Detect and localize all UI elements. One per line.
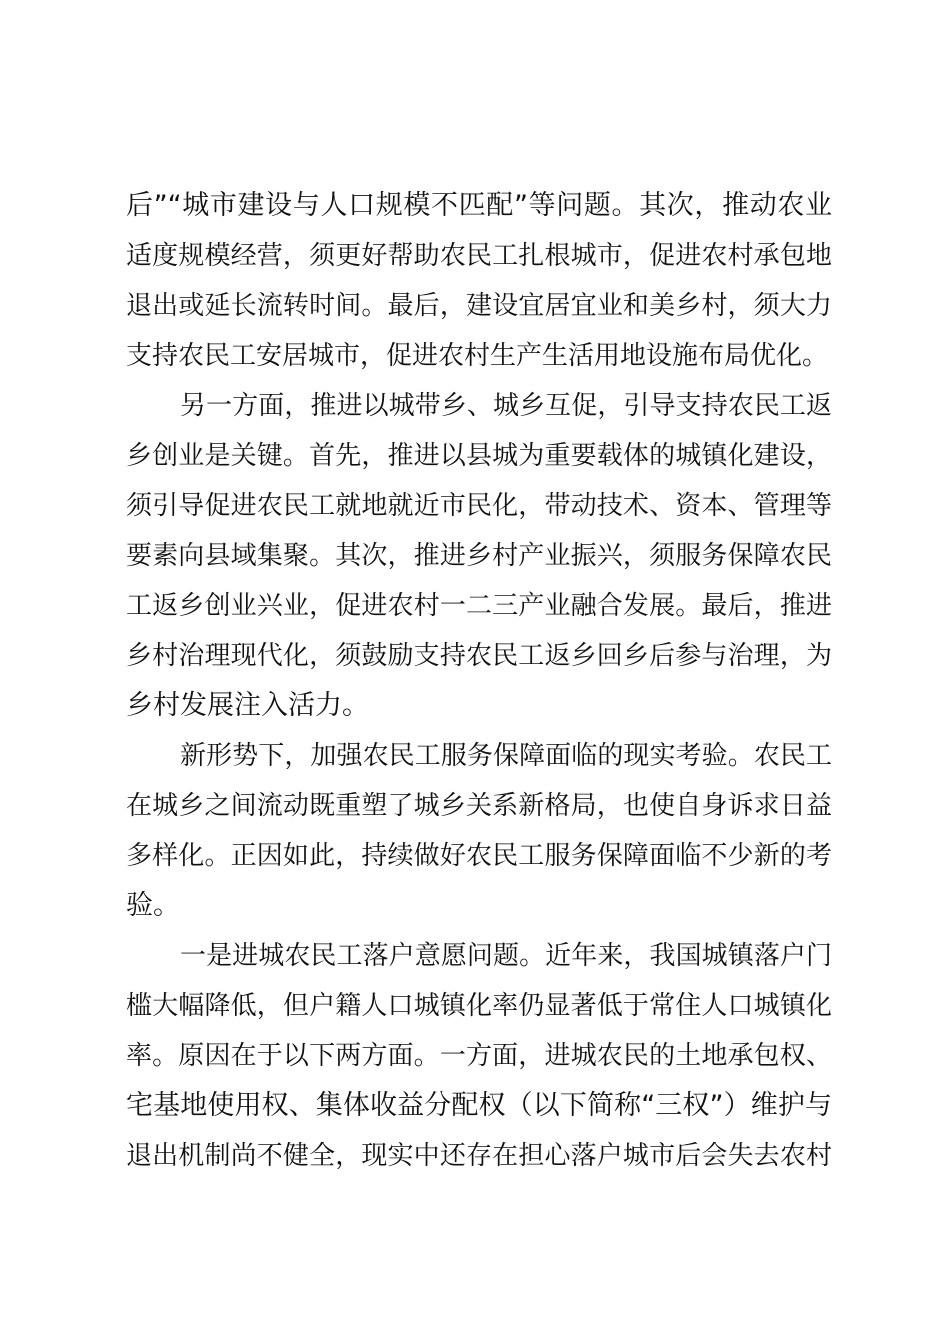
text-line: 在城乡之间流动既重塑了城乡关系新格局，也使自身诉求日益	[126, 791, 832, 821]
text-line: 乡村发展注入活力。	[126, 690, 369, 721]
text-line: 适度规模经营，须更好帮助农民工扎根城市，促进农村承包地	[126, 241, 832, 271]
text-line: 工返乡创业兴业，促进农村一二三产业融合发展。最后，推进	[126, 591, 832, 621]
text-line: 多样化。正因如此，持续做好农民工服务保障面临不少新的考	[126, 841, 832, 871]
text-line: 须引导促进农民工就地就近市民化，带动技术、资本、管理等	[126, 491, 832, 521]
paragraph-first-line: 另一方面，推进以城带乡、城乡互促，引导支持农民工返	[180, 391, 832, 421]
text-line: 退出机制尚不健全，现实中还存在担心落户城市后会失去农村	[126, 1141, 832, 1171]
text-line: 要素向县域集聚。其次，推进乡村产业振兴，须服务保障农民	[126, 541, 832, 571]
text-line: 宅基地使用权、集体收益分配权（以下简称“三权”）维护与	[126, 1090, 832, 1121]
text-line: 乡创业是关键。首先，推进以县城为重要载体的城镇化建设，	[126, 441, 832, 471]
paragraph-first-line: 一是进城农民工落户意愿问题。近年来，我国城镇落户门	[180, 941, 832, 971]
text-line: 验。	[126, 890, 180, 921]
body-text	[126, 181, 832, 1181]
paragraph-first-line: 新形势下，加强农民工服务保障面临的现实考验。农民工	[180, 741, 832, 771]
text-line: 槛大幅降低，但户籍人口城镇化率仍显著低于常住人口城镇化	[126, 991, 832, 1021]
text-line: 退出或延长流转时间。最后，建设宜居宜业和美乡村，须大力	[126, 291, 832, 321]
text-line: 率。原因在于以下两方面。一方面，进城农民的土地承包权、	[126, 1041, 832, 1071]
text-line: 后”“城市建设与人口规模不匹配”等问题。其次，推动农业	[126, 190, 832, 221]
text-line: 支持农民工安居城市，促进农村生产生活用地设施布局优化。	[126, 341, 829, 371]
text-line: 乡村治理现代化，须鼓励支持农民工返乡回乡后参与治理，为	[126, 641, 832, 671]
